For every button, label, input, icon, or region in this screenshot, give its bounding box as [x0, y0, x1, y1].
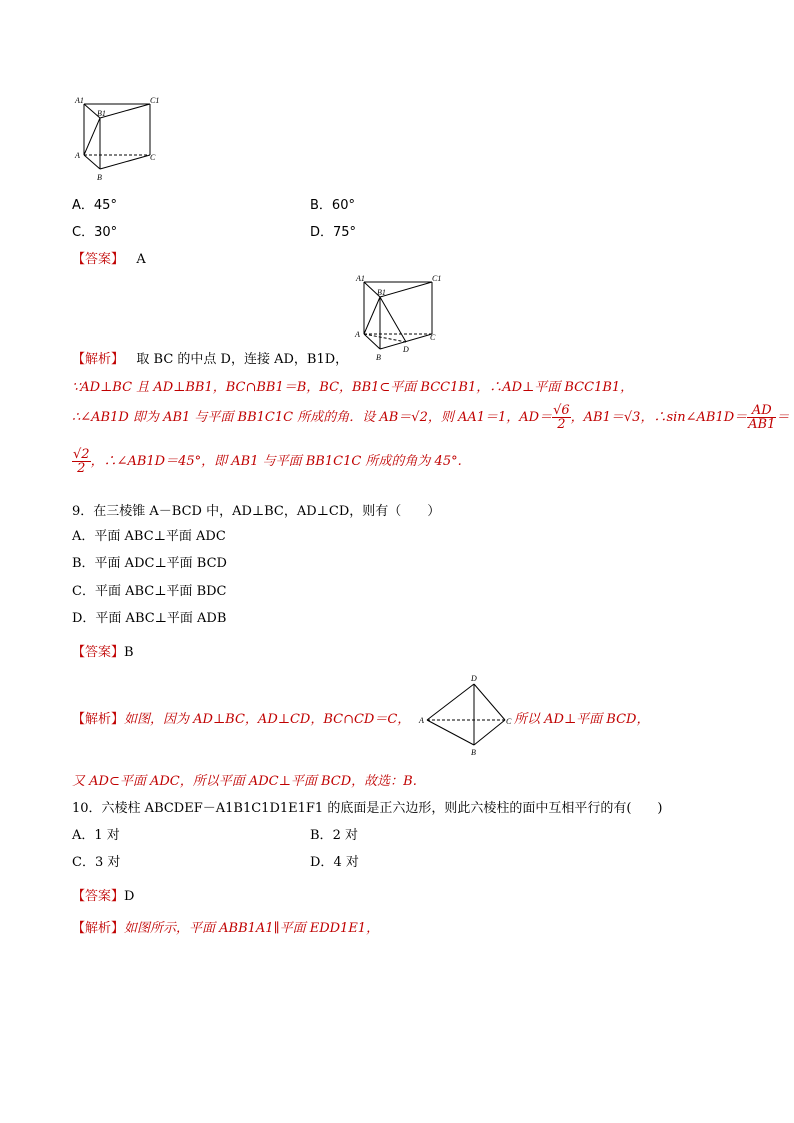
label-C: C [506, 717, 512, 726]
analysis-line-1: 【解析】 取 BC 的中点 D，连接 AD，B1D， [72, 352, 349, 367]
label-C1: C1 [150, 96, 160, 105]
q10-option-d: D．4 对 [310, 855, 359, 870]
answer-line-q8: 【答案】 A [72, 252, 146, 267]
label-B1: B1 [97, 109, 106, 118]
analysis-line-2: ∵AD⊥BC 且 AD⊥BB1，BC∩BB1＝B，BC，BB1⊂平面 BCC1B1，∴AD⊥平面 BCC1B1， [72, 380, 634, 395]
question-9-stem: 9．在三棱锥 A－BCD 中，AD⊥BC，AD⊥CD，则有（ ） [72, 504, 441, 519]
label-A1: A1 [75, 96, 84, 105]
label-B: B [376, 353, 381, 362]
label-C: C [150, 153, 156, 162]
q9-analysis-line-1-cont: 所以 AD⊥平面 BCD， [514, 712, 650, 727]
analysis-line-3: ∴∠AB1D 即为 AB1 与平面 BB1C1C 所成的角．设 AB＝√2，则 AA1＝1，AD＝ $\frac{√6}{2}$ ，AB1＝√3，∴sin∠AB1D＝ $\frac{AD}{AB1}$ ＝ [72, 403, 790, 432]
prism-figure-1 [70, 92, 165, 184]
q9-analysis-line-1: 【解析】如图，因为 AD⊥BC，AD⊥CD，BC∩CD＝C， [72, 712, 411, 727]
q10-analysis-line-1: 【解析】如图所示，平面 ABB1A1∥平面 EDD1E1， [72, 921, 380, 936]
label-D: D [471, 674, 477, 683]
question-10-stem: 10．六棱柱 ABCDEF－A1B1C1D1E1F1 的底面是正六边形，则此六棱柱的面中互相平行的有( ) [72, 801, 663, 816]
q9-option-b: B．平面 ADC⊥平面 BCD [72, 556, 227, 571]
q9-option-a: A．平面 ABC⊥平面 ADC [72, 529, 226, 544]
q9-option-d: D．平面 ABC⊥平面 ADB [72, 611, 227, 626]
q10-option-b: B．2 对 [310, 828, 358, 843]
prism-figure-2 [350, 268, 445, 363]
q10-option-a: A．1 对 [72, 828, 120, 843]
label-B: B [471, 748, 476, 757]
label-A: A [355, 330, 360, 339]
label-D: D [403, 345, 409, 354]
label-A1: A1 [356, 274, 365, 283]
tetrahedron-figure [415, 672, 515, 760]
label-A: A [419, 716, 424, 725]
answer-line-q10: 【答案】D [72, 889, 135, 904]
label-C: C [430, 333, 436, 342]
option-c: C．30° [72, 225, 118, 240]
label-A: A [75, 151, 80, 160]
answer-line-q9: 【答案】B [72, 645, 134, 660]
option-a: A．45° [72, 198, 117, 213]
label-B1: B1 [377, 288, 386, 297]
q9-option-c: C．平面 ABC⊥平面 BDC [72, 584, 227, 599]
option-b: B．60° [310, 198, 355, 213]
q9-analysis-line-2: 又 AD⊂平面 ADC，所以平面 ADC⊥平面 BCD，故选：B. [72, 774, 417, 789]
label-B: B [97, 173, 102, 182]
q10-option-c: C．3 对 [72, 855, 121, 870]
label-C1: C1 [432, 274, 442, 283]
analysis-line-4: $\frac{√2}{2}$ ，∴∠AB1D＝45°，即 AB1 与平面 BB1C1C 所成的角为 45°. [73, 447, 462, 476]
option-d: D．75° [310, 225, 357, 240]
